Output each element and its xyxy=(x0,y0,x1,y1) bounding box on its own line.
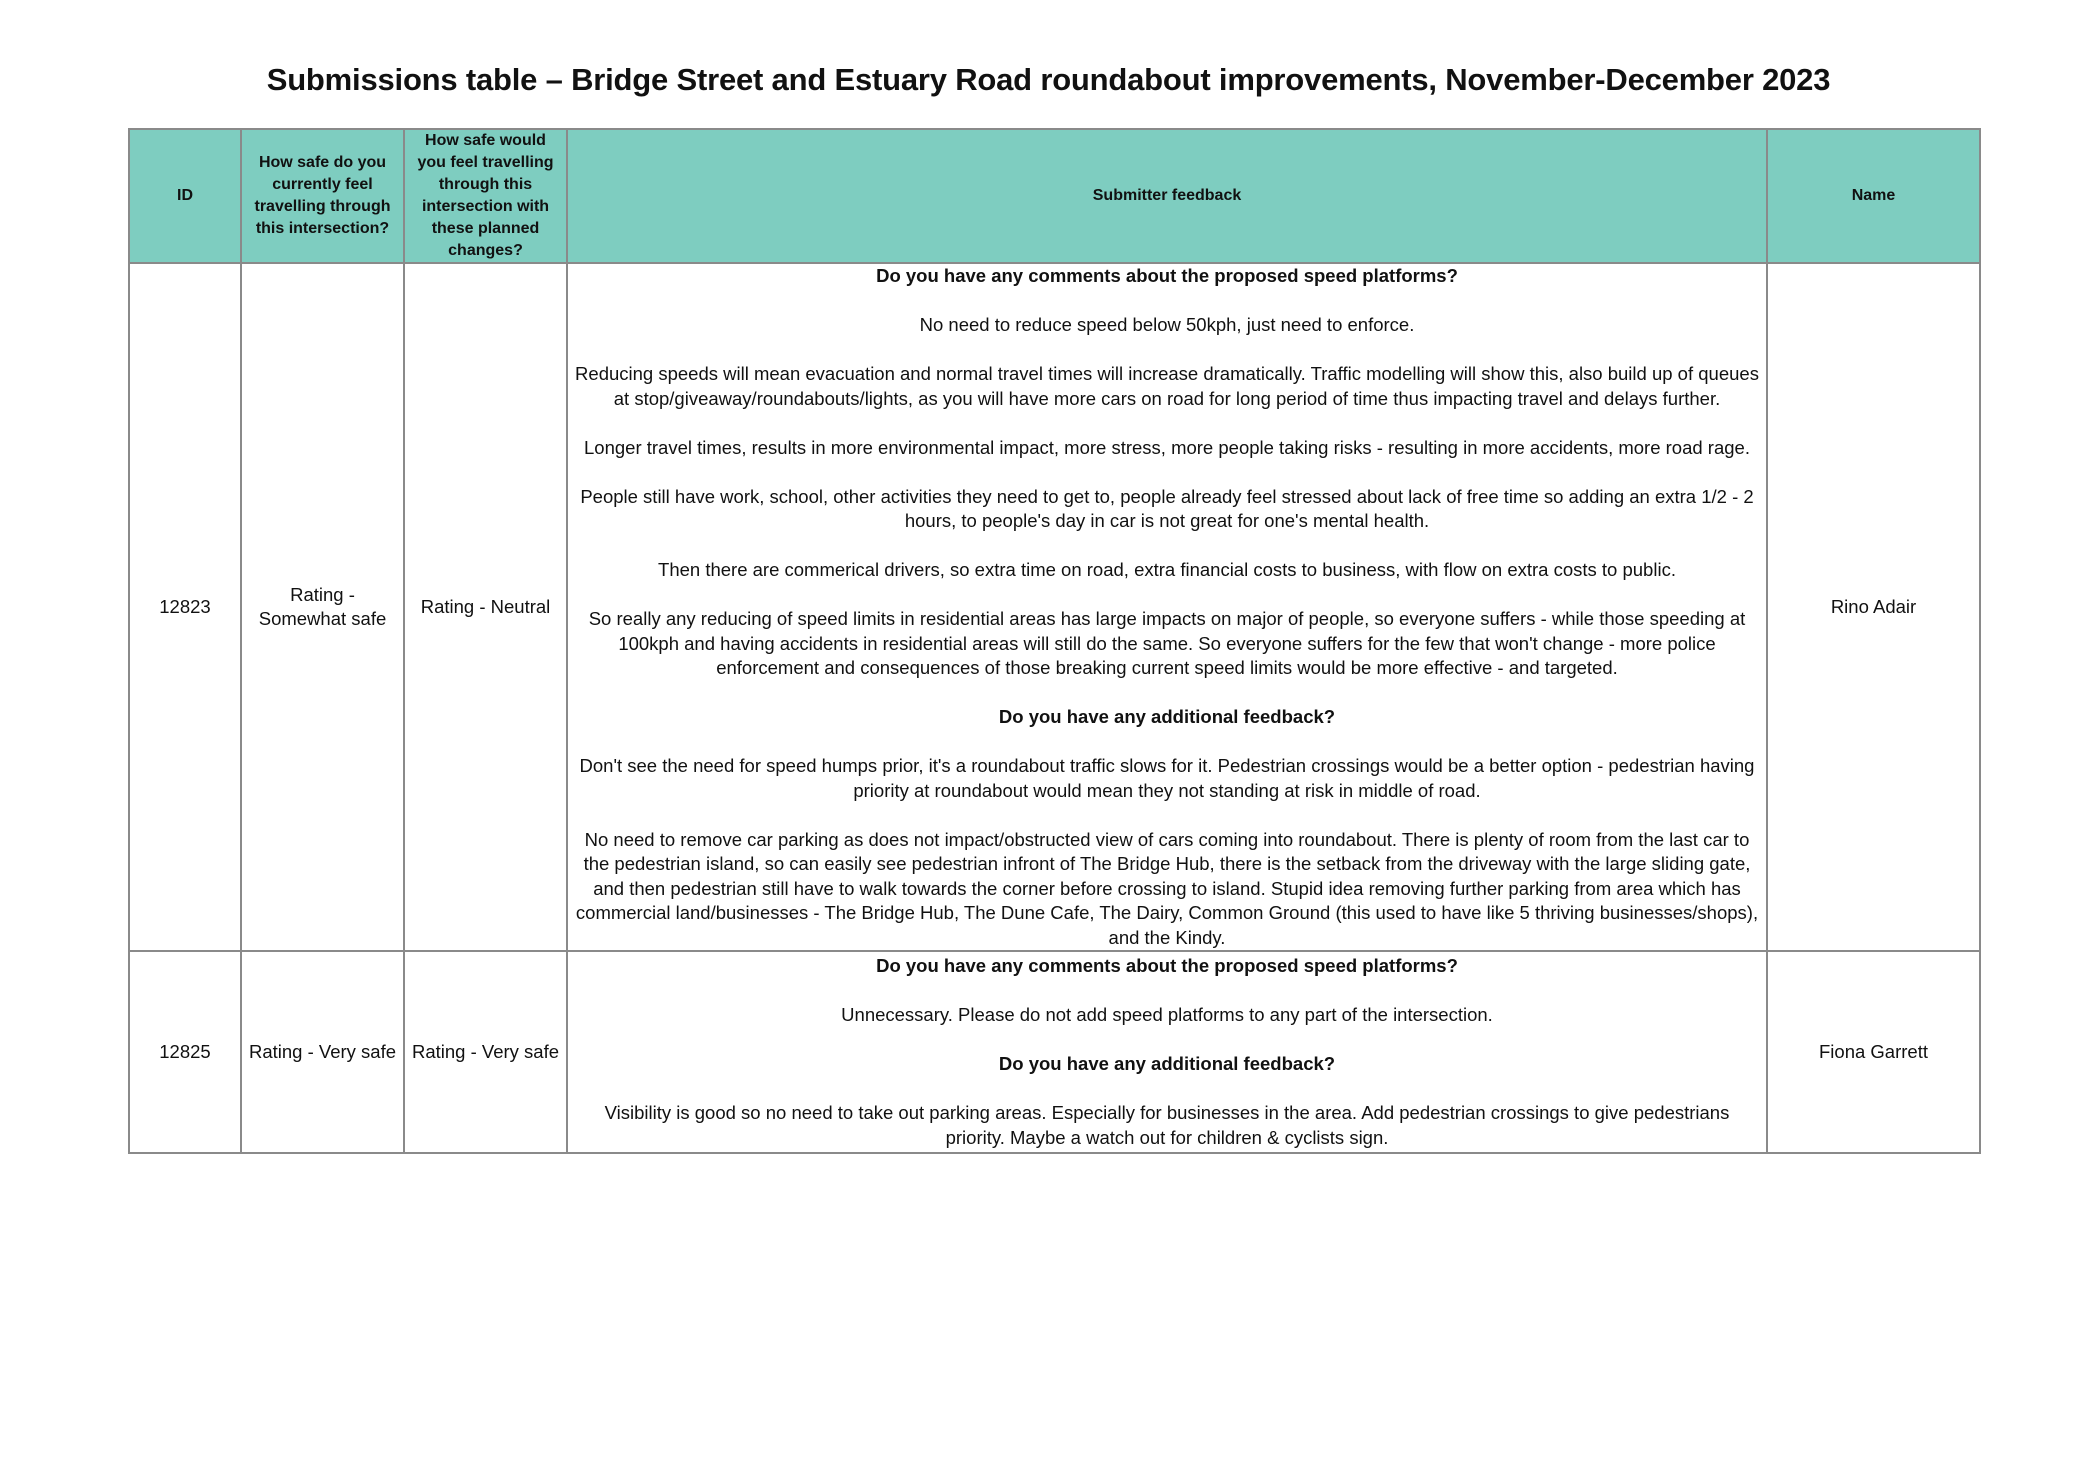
cell-feedback xyxy=(567,263,1767,951)
cell-feedback xyxy=(567,951,1767,1153)
feedback-paragraph: No need to remove car parking as does not impact/obstructed view of cars coming into roundabout. There is plenty of room from the last car to the pedestrian island, so can easily see pedestrian infront of The Bridge Hub, there is the setback from the driveway with the large sliding gate, and then pedestrian still have to walk towards the corner before crossing to island. Stupid idea removing further parking from area which has commercial land/businesses - The Bridge Hub, The Dune Cafe, The Dairy, Common Ground (this used to have like 5 thriving businesses/shops), and the Kindy. xyxy=(575,828,1759,948)
feedback-paragraph: Then there are commerical drivers, so extra time on road, extra financial costs to business, with flow on extra costs to public. xyxy=(658,559,1676,580)
feedback-paragraph: Reducing speeds will mean evacuation and normal travel times will increase dramatically. Traffic modelling will show this, also build up of queues at stop/giveaway/roundabouts/lights, as you will have more cars on road for long period of time thus impacting travel and delays further. xyxy=(575,363,1759,409)
feedback-question: Do you have any comments about the proposed speed platforms? xyxy=(876,955,1458,976)
submissions-table xyxy=(128,128,1981,1154)
cell-current-safety: Rating - Very safe xyxy=(241,951,404,1153)
feedback-question: Do you have any comments about the proposed speed platforms? xyxy=(876,265,1458,286)
feedback-paragraph: Unnecessary. Please do not add speed platforms to any part of the intersection. xyxy=(841,1004,1493,1025)
cell-id: 12825 xyxy=(129,951,241,1153)
page-title: Submissions table – Bridge Street and Estuary Road roundabout improvements, November-December 2023 xyxy=(266,62,1831,97)
column-header-name: Name xyxy=(1767,129,1980,263)
column-header-feedback: Submitter feedback xyxy=(567,129,1767,263)
feedback-paragraph: Visibility is good so no need to take out parking areas. Especially for businesses in the area. Add pedestrian crossings to give pedestrians priority. Maybe a watch out for children & cyclists sign. xyxy=(604,1102,1730,1148)
feedback-question: Do you have any additional feedback? xyxy=(998,1053,1336,1074)
column-header-current-safety: How safe do you currently feel travelling through this intersection? xyxy=(241,129,404,263)
column-header-planned-safety: How safe would you feel travelling through this intersection with these planned changes? xyxy=(404,129,567,263)
cell-current-safety: Rating - Somewhat safe xyxy=(241,263,404,951)
table-row xyxy=(129,263,1980,951)
feedback-paragraph: Don't see the need for speed humps prior, it's a roundabout traffic slows for it. Pedestrian crossings would be a better option - pedestrian having priority at roundabout would mean they not standing at risk in middle of road. xyxy=(579,755,1755,801)
table-header-row xyxy=(129,129,1980,263)
feedback-paragraph: Longer travel times, results in more environmental impact, more stress, more people taking risks - resulting in more accidents, more road rage. xyxy=(584,436,1750,458)
feedback-paragraph: People still have work, school, other activities they need to get to, people already feel stressed about lack of free time so adding an extra 1/2 - 2 hours, to people's day in car is not great for one's mental health. xyxy=(580,485,1754,531)
cell-planned-safety: Rating - Very safe xyxy=(404,951,567,1153)
cell-name: Fiona Garrett xyxy=(1767,951,1980,1153)
cell-planned-safety: Rating - Neutral xyxy=(404,263,567,951)
cell-name: Rino Adair xyxy=(1767,263,1980,951)
feedback-paragraph: So really any reducing of speed limits in residential areas has large impacts on major of people, so everyone suffers - while those speeding at 100kph and having accidents in residential areas will still do the same. So everyone suffers for the few that won't change - more police enforcement and consequences of those breaking current speed limits would be more effective - and targeted. xyxy=(588,608,1746,678)
feedback-question: Do you have any additional feedback? xyxy=(998,706,1336,727)
column-header-id: ID xyxy=(129,129,241,263)
cell-id: 12823 xyxy=(129,263,241,951)
feedback-paragraph: No need to reduce speed below 50kph, just need to enforce. xyxy=(919,314,1415,335)
table-row xyxy=(129,951,1980,1153)
